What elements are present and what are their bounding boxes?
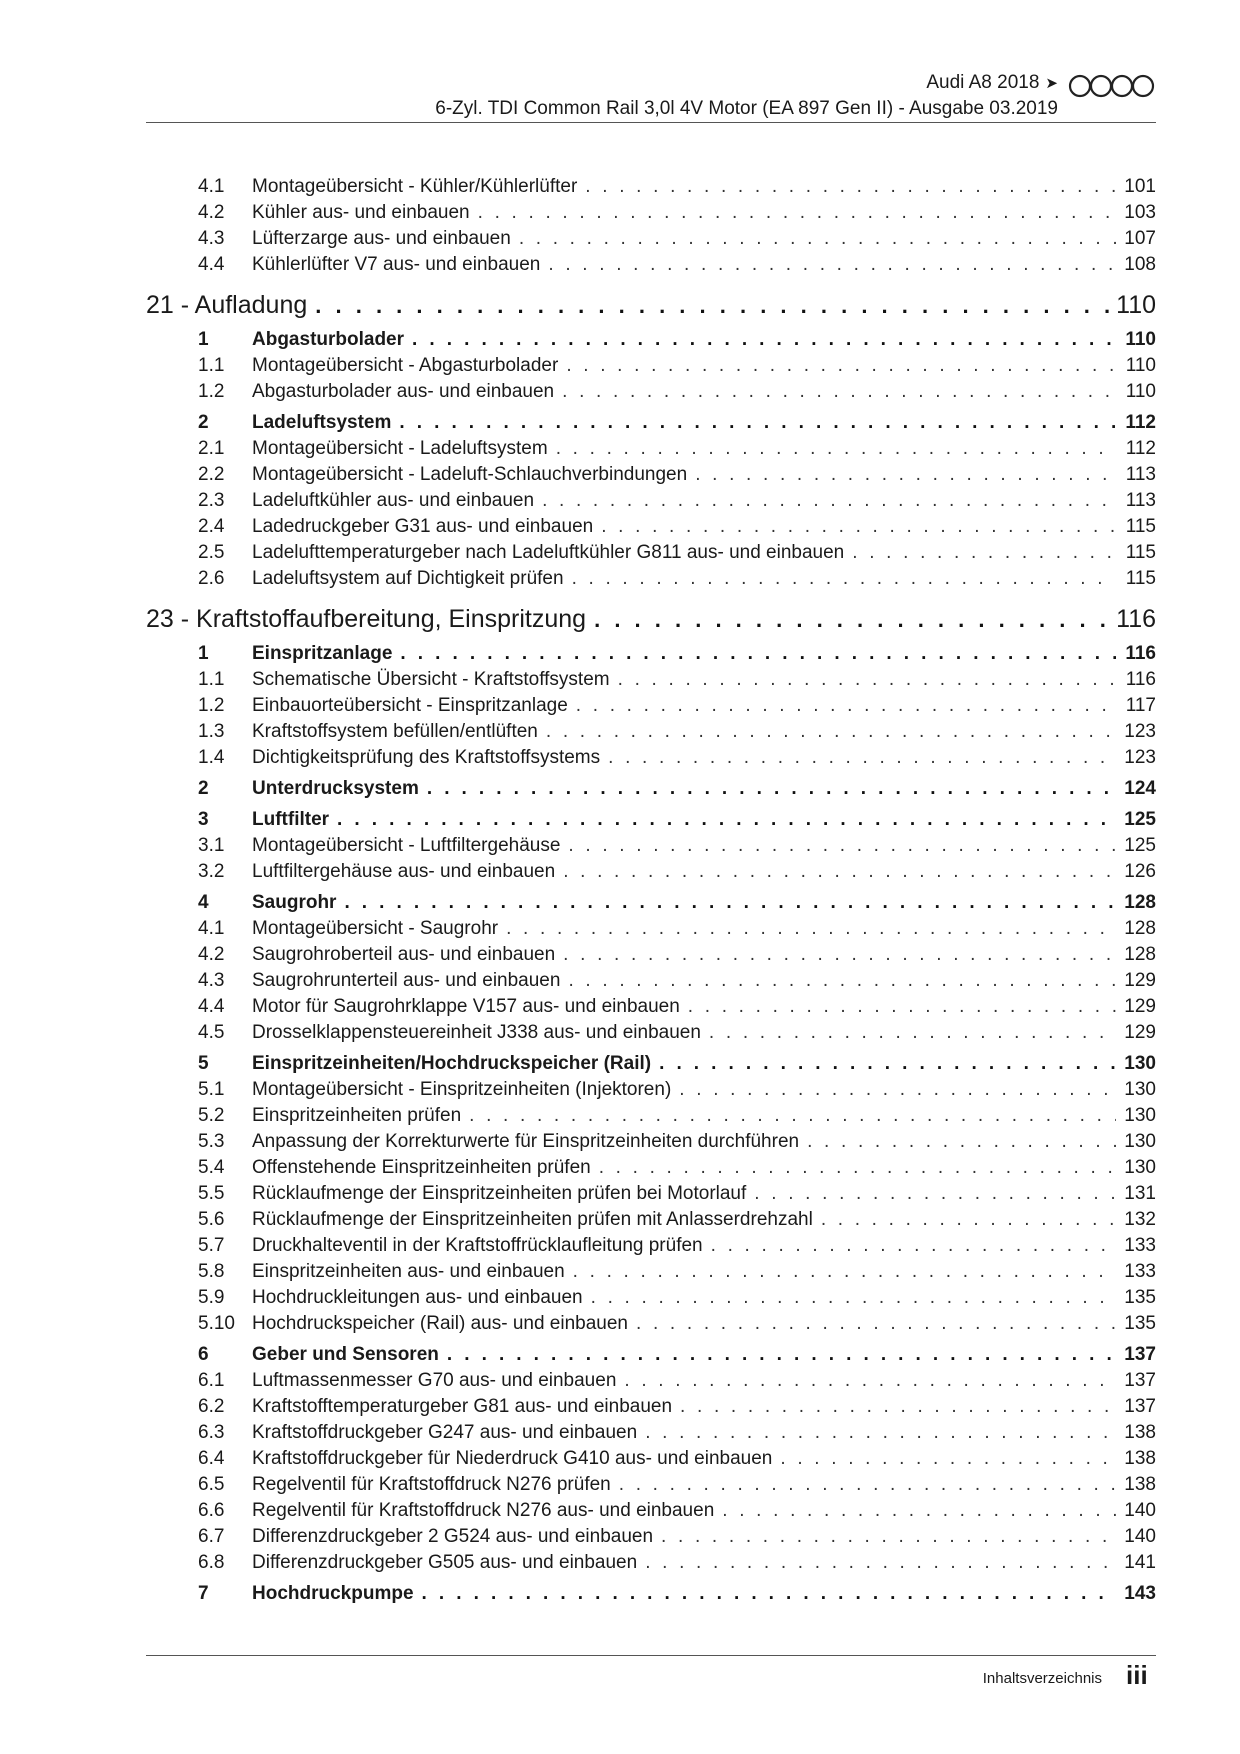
toc-page-number: 110 — [1116, 291, 1156, 319]
toc-entry[interactable] — [146, 1181, 1156, 1207]
toc-entry-title: Geber und Sensoren — [252, 1344, 439, 1365]
toc-entry-number: 6 — [198, 1344, 209, 1365]
toc-entry-number: 3.1 — [198, 835, 225, 856]
toc-entry-title: Montageübersicht - Kühler/Kühlerlüfter — [252, 176, 578, 197]
toc-entry-title: Kühler aus- und einbauen — [252, 202, 470, 223]
toc-page-number: 103 — [1124, 202, 1156, 223]
toc-dot-leader — [610, 667, 1116, 693]
toc-dot-leader — [538, 719, 1116, 745]
toc-page-number: 108 — [1124, 254, 1156, 275]
toc-entry-title: Montageübersicht - Abgasturbolader — [252, 355, 559, 376]
toc-page-number: 115 — [1125, 542, 1156, 563]
toc-dot-leader — [600, 745, 1116, 771]
toc-entry-title: Hochdruckpumpe — [252, 1583, 414, 1604]
toc-chapter-title — [146, 602, 586, 636]
toc-entry-title: Abgasturbolader aus- und einbauen — [252, 381, 555, 402]
toc-entry[interactable] — [146, 1155, 1156, 1181]
toc-entry[interactable] — [146, 719, 1156, 745]
toc-dot-leader — [392, 641, 1116, 667]
toc-entry[interactable] — [146, 1394, 1156, 1420]
toc-entry[interactable] — [146, 1077, 1156, 1103]
toc-entry-title: Unterdrucksystem — [252, 778, 419, 799]
toc-entry-number: 5.10 — [198, 1313, 235, 1334]
toc-page-number: 138 — [1124, 1448, 1156, 1469]
toc-chapter-number: 21 - — [146, 291, 195, 319]
toc-entry-title: Einspritzeinheiten/Hochdruckspeicher (Rail) — [252, 1053, 652, 1074]
toc-page-number: 123 — [1124, 721, 1156, 742]
toc-section[interactable] — [146, 1581, 1156, 1607]
toc-entry-title: Kühlerlüfter V7 aus- und einbauen — [252, 254, 541, 275]
toc-dot-leader — [586, 603, 1116, 637]
toc-dot-leader — [651, 1051, 1116, 1077]
toc-entry-number: 4.5 — [198, 1022, 225, 1043]
toc-entry[interactable] — [146, 566, 1156, 592]
toc-entry[interactable] — [146, 745, 1156, 771]
toc-entry-title: Kraftstoffdruckgeber für Niederdruck G410 aus- und einbauen — [252, 1448, 773, 1469]
toc-page-number: 115 — [1125, 516, 1156, 537]
toc-entry-title: Drosselklappensteuereinheit J338 aus- und einbauen — [252, 1022, 701, 1043]
toc-entry[interactable] — [146, 353, 1156, 379]
toc-chapter-text: Kraftstoffaufbereitung, Einspritzung — [196, 605, 587, 633]
toc-page-number: 110 — [1125, 355, 1156, 376]
toc-entry-number: 5.2 — [198, 1105, 225, 1126]
toc-dot-leader — [671, 1077, 1116, 1103]
toc-entry-title: Schematische Übersicht - Kraftstoffsystem — [252, 669, 610, 690]
toc-entry-number: 1 — [198, 329, 209, 350]
toc-entry-number: 7 — [198, 1583, 209, 1604]
toc-entry[interactable] — [146, 1368, 1156, 1394]
toc-dot-leader — [583, 1285, 1116, 1311]
toc-section[interactable] — [146, 1342, 1156, 1368]
toc-entry-number: 4 — [198, 892, 209, 913]
toc-chapter-text: Aufladung — [194, 291, 308, 319]
toc-entry-title: Saugrohroberteil aus- und einbauen — [252, 944, 556, 965]
toc-entry[interactable] — [146, 833, 1156, 859]
toc-section[interactable] — [146, 1051, 1156, 1077]
toc-page-number: 101 — [1124, 176, 1156, 197]
toc-page-number: 130 — [1124, 1079, 1156, 1100]
toc-section[interactable] — [146, 641, 1156, 667]
toc-entry-title: Luftmassenmesser G70 aus- und einbauen — [252, 1370, 617, 1391]
toc-entry-number: 3.2 — [198, 861, 225, 882]
toc-dot-leader — [336, 890, 1116, 916]
toc-entry-number: 5.5 — [198, 1183, 225, 1204]
toc-dot-leader — [404, 327, 1116, 353]
toc-entry[interactable] — [146, 1020, 1156, 1046]
toc-entry-number: 6.4 — [198, 1448, 225, 1469]
toc-entry-number: 2 — [198, 778, 209, 799]
toc-entry-title: Montageübersicht - Einspritzeinheiten (Injektoren) — [252, 1079, 672, 1100]
toc-page-number: 131 — [1124, 1183, 1156, 1204]
toc-dot-leader — [577, 174, 1116, 200]
toc-page-number: 130 — [1124, 1105, 1156, 1126]
toc-page-number: 132 — [1124, 1209, 1156, 1230]
toc-entry-title: Montageübersicht - Ladeluftsystem — [252, 438, 548, 459]
toc-entry-title: Anpassung der Korrekturwerte für Einspritzeinheiten durchführen — [252, 1131, 800, 1152]
toc-entry[interactable] — [146, 1129, 1156, 1155]
toc-page-number: 137 — [1124, 1370, 1156, 1391]
toc-entry-title: Hochdruckleitungen aus- und einbauen — [252, 1287, 583, 1308]
toc-dot-leader — [672, 1394, 1116, 1420]
toc-entry-title: Einspritzeinheiten aus- und einbauen — [252, 1261, 565, 1282]
toc-entry[interactable] — [146, 1259, 1156, 1285]
toc-entry-title: Druckhalteventil in der Kraftstoffrücklaufleitung prüfen — [252, 1235, 703, 1256]
toc-dot-leader — [701, 1020, 1116, 1046]
toc-entry-title: Offenstehende Einspritzeinheiten prüfen — [252, 1157, 591, 1178]
toc-entry-title: Regelventil für Kraftstoffdruck N276 aus- und einbauen — [252, 1500, 715, 1521]
toc-entry-number: 5.9 — [198, 1287, 225, 1308]
toc-dot-leader — [461, 1103, 1116, 1129]
toc-entry-title: Kraftstofftemperaturgeber G81 aus- und einbauen — [252, 1396, 673, 1417]
arrow-icon: ➤ — [1045, 75, 1058, 92]
page-header — [146, 70, 1156, 122]
toc-page-number: 143 — [1124, 1583, 1156, 1604]
toc-entry-number: 6.7 — [198, 1526, 225, 1547]
toc-page-number: 107 — [1124, 228, 1156, 249]
toc-dot-leader — [555, 942, 1116, 968]
toc-dot-leader — [540, 252, 1116, 278]
footer-divider — [146, 1655, 1156, 1656]
toc-entry-number: 1.4 — [198, 747, 225, 768]
toc-dot-leader — [414, 1581, 1116, 1607]
toc-page-number: 137 — [1124, 1344, 1156, 1365]
toc-section[interactable] — [146, 410, 1156, 436]
toc-entry-title: Ladeluftkühler aus- und einbauen — [252, 490, 535, 511]
toc-entry-title: Ladeluftsystem auf Dichtigkeit prüfen — [252, 568, 564, 589]
toc-dot-leader — [560, 833, 1116, 859]
toc-page-number: 129 — [1124, 970, 1156, 991]
toc-entry-number: 1.1 — [198, 355, 225, 376]
toc-entry-title: Saugrohr — [252, 892, 337, 913]
toc-entry-title: Rücklaufmenge der Einspritzeinheiten prüfen bei Motorlauf — [252, 1183, 747, 1204]
toc-dot-leader — [498, 916, 1116, 942]
header-model — [926, 72, 1058, 94]
toc-dot-leader — [703, 1233, 1116, 1259]
toc-page-number: 138 — [1124, 1474, 1156, 1495]
toc-page-number: 116 — [1116, 605, 1156, 633]
toc-section[interactable] — [146, 327, 1156, 353]
toc-entry-title: Montageübersicht - Ladeluft-Schlauchverbindungen — [252, 464, 688, 485]
toc-entry[interactable] — [146, 174, 1156, 200]
toc-entry-title: Luftfiltergehäuse aus- und einbauen — [252, 861, 556, 882]
toc-entry-number: 1.1 — [198, 669, 225, 690]
toc-entry-title: Montageübersicht - Saugrohr — [252, 918, 499, 939]
toc-chapter[interactable] — [146, 288, 1156, 322]
toc-entry[interactable] — [146, 1550, 1156, 1576]
toc-entry-title: Einbauorteübersicht - Einspritzanlage — [252, 695, 568, 716]
toc-entry[interactable] — [146, 859, 1156, 885]
toc-entry[interactable] — [146, 226, 1156, 252]
toc-page-number: 129 — [1124, 996, 1156, 1017]
toc-entry-number: 4.3 — [198, 970, 225, 991]
toc-dot-leader — [564, 566, 1116, 592]
toc-entry-title: Einspritzanlage — [252, 643, 393, 664]
toc-entry-number: 4.4 — [198, 996, 225, 1017]
toc-page-number: 112 — [1125, 412, 1156, 433]
toc-dot-leader — [307, 289, 1116, 323]
toc-page-number: 130 — [1124, 1131, 1156, 1152]
toc-page-number: 133 — [1124, 1235, 1156, 1256]
toc-entry-number: 4.2 — [198, 944, 225, 965]
toc-dot-leader — [391, 410, 1116, 436]
header-subtitle: 6-Zyl. TDI Common Rail 3,0l 4V Motor (EA 897 Gen II) - Ausgabe 03.2019 — [435, 98, 1058, 119]
toc-entry-number: 1.3 — [198, 721, 225, 742]
toc-entry[interactable] — [146, 1285, 1156, 1311]
toc-entry-title: Regelventil für Kraftstoffdruck N276 prüfen — [252, 1474, 611, 1495]
toc-entry-title: Luftfilter — [252, 809, 330, 830]
toc-chapter-number: 23 - — [146, 605, 197, 633]
header-model-text: Audi A8 2018 — [926, 72, 1040, 93]
toc-entry[interactable] — [146, 1472, 1156, 1498]
toc-dot-leader — [558, 353, 1116, 379]
toc-entry[interactable] — [146, 379, 1156, 405]
toc-dot-leader — [746, 1181, 1116, 1207]
toc-entry-title: Ladeluftsystem — [252, 412, 392, 433]
toc-dot-leader — [591, 1155, 1116, 1181]
toc-entry-number: 2.5 — [198, 542, 225, 563]
toc-dot-leader — [637, 1420, 1116, 1446]
toc-entry-number: 4.2 — [198, 202, 225, 223]
toc-dot-leader — [470, 200, 1116, 226]
toc-entry-number: 4.3 — [198, 228, 225, 249]
toc-entry-title: Ladelufttemperaturgeber nach Ladeluftkühler G811 aus- und einbauen — [252, 542, 845, 563]
toc-page-number: 141 — [1124, 1552, 1156, 1573]
toc-dot-leader — [329, 807, 1116, 833]
toc-page-number: 137 — [1124, 1396, 1156, 1417]
toc-entry-number: 4.1 — [198, 918, 225, 939]
toc-entry-number: 6.3 — [198, 1422, 225, 1443]
toc-entry[interactable] — [146, 667, 1156, 693]
toc-page-number: 140 — [1124, 1500, 1156, 1521]
toc-dot-leader — [687, 462, 1116, 488]
toc-entry-number: 5.6 — [198, 1209, 225, 1230]
toc-entry-number: 2.1 — [198, 438, 225, 459]
toc-page-number: 130 — [1124, 1157, 1156, 1178]
toc-dot-leader — [611, 1472, 1116, 1498]
toc-entry-number: 6.8 — [198, 1552, 225, 1573]
toc-entry-number: 3 — [198, 809, 209, 830]
toc-entry-title: Motor für Saugrohrklappe V157 aus- und einbauen — [252, 996, 680, 1017]
toc-entry-title: Einspritzeinheiten prüfen — [252, 1105, 462, 1126]
toc-dot-leader — [680, 994, 1116, 1020]
toc-dot-leader — [714, 1498, 1116, 1524]
toc-entry[interactable] — [146, 1524, 1156, 1550]
toc-entry[interactable] — [146, 968, 1156, 994]
toc-dot-leader — [637, 1550, 1116, 1576]
toc-entry-number: 6.5 — [198, 1474, 225, 1495]
toc-page-number: 128 — [1124, 918, 1156, 939]
toc-entry[interactable] — [146, 540, 1156, 566]
toc-entry[interactable] — [146, 462, 1156, 488]
toc-entry-number: 5.4 — [198, 1157, 225, 1178]
audi-four-rings-icon — [1068, 74, 1156, 98]
toc-page-number: 116 — [1125, 643, 1156, 664]
toc-entry-number: 1 — [198, 643, 209, 664]
toc-dot-leader — [813, 1207, 1116, 1233]
toc-entry-number: 6.1 — [198, 1370, 225, 1391]
table-of-contents — [146, 174, 1156, 1607]
toc-dot-leader — [511, 226, 1116, 252]
footer-page-number: iii — [1126, 1660, 1148, 1690]
toc-entry-title: Ladedruckgeber G31 aus- und einbauen — [252, 516, 594, 537]
toc-entry-title: Abgasturbolader — [252, 329, 405, 350]
toc-entry[interactable] — [146, 1207, 1156, 1233]
toc-entry-number: 6.2 — [198, 1396, 225, 1417]
toc-entry[interactable] — [146, 1420, 1156, 1446]
toc-dot-leader — [548, 436, 1116, 462]
toc-entry[interactable] — [146, 1446, 1156, 1472]
toc-section[interactable] — [146, 807, 1156, 833]
toc-dot-leader — [554, 379, 1116, 405]
toc-page-number: 123 — [1124, 747, 1156, 768]
toc-entry-title: Differenzdruckgeber G505 aus- und einbauen — [252, 1552, 638, 1573]
toc-page-number: 125 — [1124, 835, 1156, 856]
toc-entry-number: 2 — [198, 412, 209, 433]
toc-page-number: 116 — [1125, 669, 1156, 690]
toc-section[interactable] — [146, 890, 1156, 916]
header-divider — [146, 122, 1156, 123]
toc-entry-number: 6.6 — [198, 1500, 225, 1521]
toc-entry[interactable] — [146, 1103, 1156, 1129]
toc-entry-number: 2.4 — [198, 516, 225, 537]
toc-page-number: 135 — [1124, 1313, 1156, 1334]
toc-entry[interactable] — [146, 1311, 1156, 1337]
toc-entry-title: Dichtigkeitsprüfung des Kraftstoffsystems — [252, 747, 601, 768]
toc-entry[interactable] — [146, 693, 1156, 719]
toc-entry[interactable] — [146, 1233, 1156, 1259]
toc-page-number: 128 — [1124, 892, 1156, 913]
toc-entry-number: 5 — [198, 1053, 209, 1074]
toc-entry-number: 2.6 — [198, 568, 225, 589]
toc-page-number: 110 — [1125, 381, 1156, 402]
toc-entry-number: 5.7 — [198, 1235, 225, 1256]
toc-dot-leader — [568, 693, 1116, 719]
toc-entry-number: 2.2 — [198, 464, 225, 485]
toc-dot-leader — [555, 859, 1116, 885]
toc-dot-leader — [628, 1311, 1116, 1337]
toc-entry[interactable] — [146, 514, 1156, 540]
toc-entry-title: Differenzdruckgeber 2 G524 aus- und einbauen — [252, 1526, 654, 1547]
toc-entry[interactable] — [146, 1498, 1156, 1524]
toc-dot-leader — [593, 514, 1116, 540]
toc-entry-number: 2.3 — [198, 490, 225, 511]
toc-dot-leader — [799, 1129, 1116, 1155]
toc-entry-number: 5.8 — [198, 1261, 225, 1282]
toc-dot-leader — [772, 1446, 1116, 1472]
toc-entry-title: Lüfterzarge aus- und einbauen — [252, 228, 511, 249]
toc-page-number: 112 — [1125, 438, 1156, 459]
toc-dot-leader — [565, 1259, 1116, 1285]
toc-page-number: 138 — [1124, 1422, 1156, 1443]
toc-section[interactable] — [146, 776, 1156, 802]
toc-dot-leader — [844, 540, 1116, 566]
toc-page-number: 117 — [1125, 695, 1156, 716]
toc-page-number: 135 — [1124, 1287, 1156, 1308]
toc-entry[interactable] — [146, 942, 1156, 968]
toc-entry-number: 1.2 — [198, 695, 225, 716]
toc-dot-leader — [439, 1342, 1116, 1368]
toc-entry-title: Kraftstoffdruckgeber G247 aus- und einbauen — [252, 1422, 638, 1443]
toc-entry-number: 5.1 — [198, 1079, 225, 1100]
toc-page-number: 125 — [1124, 809, 1156, 830]
toc-page-number: 130 — [1124, 1053, 1156, 1074]
toc-entry[interactable] — [146, 252, 1156, 278]
toc-chapter[interactable] — [146, 602, 1156, 636]
toc-entry-title: Montageübersicht - Luftfiltergehäuse — [252, 835, 561, 856]
toc-entry[interactable] — [146, 436, 1156, 462]
toc-entry-title: Hochdruckspeicher (Rail) aus- und einbauen — [252, 1313, 628, 1334]
toc-page-number: 110 — [1125, 329, 1156, 350]
toc-entry-title: Saugrohrunterteil aus- und einbauen — [252, 970, 561, 991]
toc-entry-title: Rücklaufmenge der Einspritzeinheiten prüfen mit Anlasserdrehzahl — [252, 1209, 813, 1230]
toc-page-number: 133 — [1124, 1261, 1156, 1282]
toc-page-number: 128 — [1124, 944, 1156, 965]
toc-entry[interactable] — [146, 994, 1156, 1020]
toc-entry[interactable] — [146, 200, 1156, 226]
toc-entry-number: 5.3 — [198, 1131, 225, 1152]
toc-page-number: 113 — [1125, 490, 1156, 511]
toc-entry-number: 4.4 — [198, 254, 225, 275]
toc-page-number: 126 — [1124, 861, 1156, 882]
toc-dot-leader — [616, 1368, 1116, 1394]
toc-entry[interactable] — [146, 916, 1156, 942]
toc-dot-leader — [560, 968, 1116, 994]
toc-page-number: 129 — [1124, 1022, 1156, 1043]
toc-entry-number: 4.1 — [198, 176, 225, 197]
toc-entry-title: Kraftstoffsystem befüllen/entlüften — [252, 721, 538, 742]
toc-dot-leader — [653, 1524, 1116, 1550]
toc-page-number: 113 — [1125, 464, 1156, 485]
toc-page-number: 115 — [1125, 568, 1156, 589]
toc-chapter-title — [146, 288, 307, 322]
toc-page-number: 140 — [1124, 1526, 1156, 1547]
toc-dot-leader — [534, 488, 1116, 514]
toc-entry-number: 1.2 — [198, 381, 225, 402]
footer-label: Inhaltsverzeichnis — [982, 1670, 1102, 1687]
toc-dot-leader — [419, 776, 1116, 802]
toc-entry[interactable] — [146, 488, 1156, 514]
toc-page-number: 124 — [1124, 778, 1156, 799]
